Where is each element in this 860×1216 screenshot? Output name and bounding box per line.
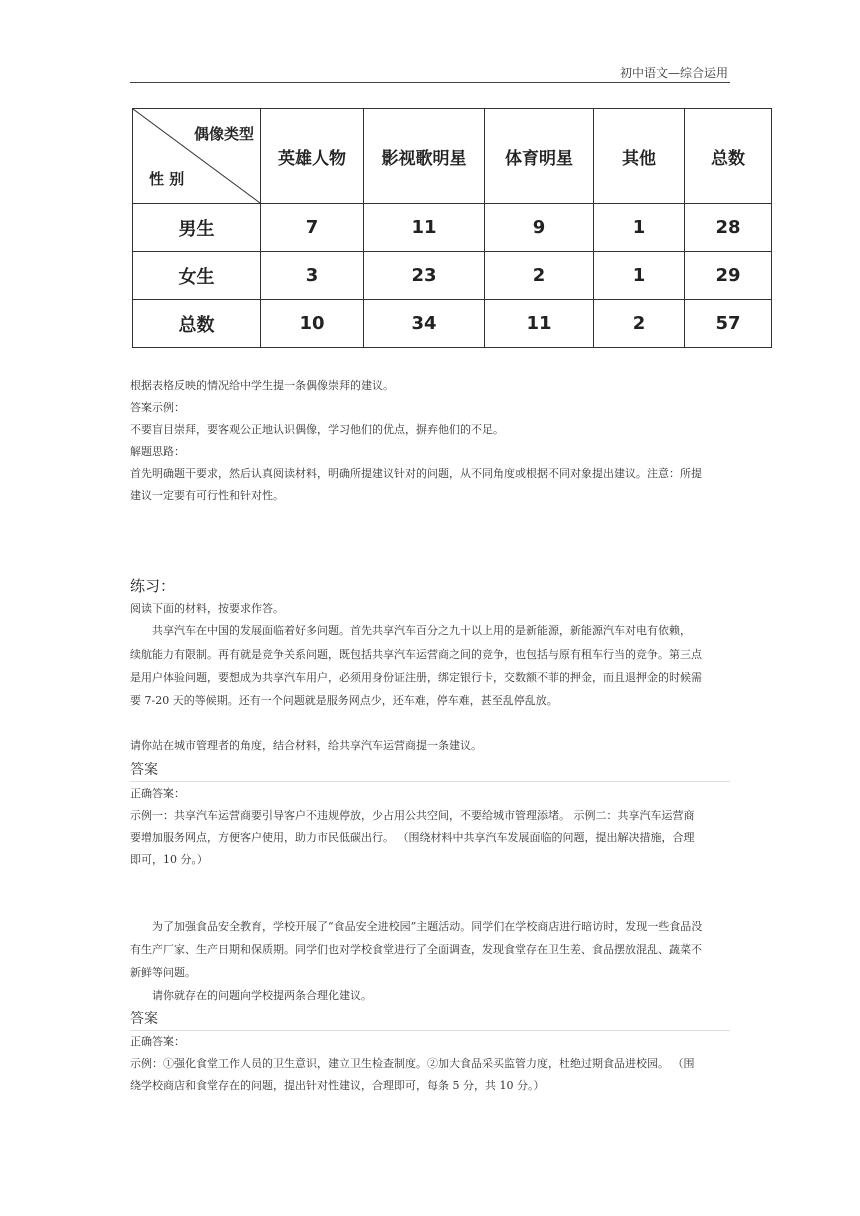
row-label: 女生 [133,252,261,300]
column-header: 体育明星 [485,109,594,204]
column-header: 其他 [594,109,685,204]
q3-paragraph-line: 有生产厂家、生产日期和保质期。同学们也对学校食堂进行了全面调查，发现食堂存在卫生差、食品摆放混乱、蔬菜不 [130,943,702,956]
row-label: 总数 [133,300,261,348]
q3-question: 请你就存在的问题向学校提两条合理化建议。 [152,989,372,1002]
q3-paragraph-line: 新鲜等问题。 [130,966,196,979]
table-row [133,300,772,348]
practice-paragraph-line: 共享汽车在中国的发展面临着好多问题。首先共享汽车百分之九十以上用的是新能源，新能源汽车对电有依赖， [152,624,691,637]
q1-approach-line: 建议一定要有可行性和针对性。 [130,489,284,502]
table-cell: 57 [685,300,772,348]
corner-column-label: 偶像类型 [193,125,254,143]
table-cell: 23 [364,252,485,300]
practice-question: 请你站在城市管理者的角度，结合材料，给共享汽车运营商提一条建议。 [130,739,482,752]
q1-approach-label: 解题思路： [130,445,185,458]
table-row [133,252,772,300]
answer-label: 正确答案： [130,787,185,800]
table-cell: 3 [261,252,364,300]
answer-line: 要增加服务网点，方便客户使用，助力市民低碳出行。 （围绕材料中共享汽车发展面临的问题，提出解决措施，合理 [130,831,695,844]
practice-paragraph-line: 是用户体验问题，要想成为共享汽车用户，必须用身份证注册，绑定银行卡，交数额不菲的押金，而且退押金的时候需 [130,671,702,684]
table-cell: 34 [364,300,485,348]
table-cell: 1 [594,204,685,252]
table-cell: 9 [485,204,594,252]
answer-heading: 答案 [130,759,730,782]
table-cell: 10 [261,300,364,348]
q1-example-label: 答案示例： [130,401,185,414]
practice-paragraph-line: 要 7-20 天的等候期。还有一个问题就是服务网点少，还车难，停车难，甚至乱停乱放。 [130,694,558,707]
table-cell: 28 [685,204,772,252]
practice-paragraph-line: 续航能力有限制。再有就是竞争关系问题，既包括共享汽车运营商之间的竞争，也包括与原有租车行当的竞争。第三点 [130,648,702,661]
table-cell: 1 [594,252,685,300]
answer-line: 绕学校商店和食堂存在的问题，提出针对性建议，合理即可，每条 5 分，共 10 分。） [130,1079,545,1092]
column-header: 英雄人物 [261,109,364,204]
q3-paragraph-line: 为了加强食品安全教育，学校开展了“食品安全进校园”主题活动。同学们在学校商店进行暗访时，发现一些食品没 [152,920,703,933]
table-cell: 2 [594,300,685,348]
answer-label: 正确答案： [130,1035,185,1048]
table-cell: 29 [685,252,772,300]
answer-line: 示例：①强化食堂工作人员的卫生意识，建立卫生检查制度。②加大食品采买监管力度，杜绝过期食品进校园。 （围 [130,1057,695,1070]
table-cell: 11 [485,300,594,348]
answer-heading: 答案 [130,1008,730,1031]
idol-survey-table [132,108,772,348]
practice-title: 练习： [130,577,176,595]
table-cell: 11 [364,204,485,252]
table-corner-cell [133,109,261,204]
column-header: 影视歌明星 [364,109,485,204]
header-title: 初中语文—综合运用 [619,66,728,80]
q1-example: 不要盲目崇拜，要客观公正地认识偶像，学习他们的优点，摒弃他们的不足。 [130,423,504,436]
q1-question: 根据表格反映的情况给中学生提一条偶像崇拜的建议。 [130,379,394,392]
answer-line: 即可，10 分。） [130,853,208,866]
corner-row-label: 性 别 [149,170,185,188]
row-label: 男生 [133,204,261,252]
table-header-row [133,109,772,204]
practice-instruction: 阅读下面的材料，按要求作答。 [130,602,284,615]
table-cell: 2 [485,252,594,300]
column-header: 总数 [685,109,772,204]
table-row [133,204,772,252]
page-header [130,62,730,83]
answer-line: 示例一：共享汽车运营商要引导客户不违规停放，少占用公共空间，不要给城市管理添堵。 示例二：共享汽车运营商 [130,809,695,822]
table-cell: 7 [261,204,364,252]
q1-approach-line: 首先明确题干要求，然后认真阅读材料，明确所提建议针对的问题，从不同角度或根据不同对象提出建议。注意：所提 [130,467,702,480]
